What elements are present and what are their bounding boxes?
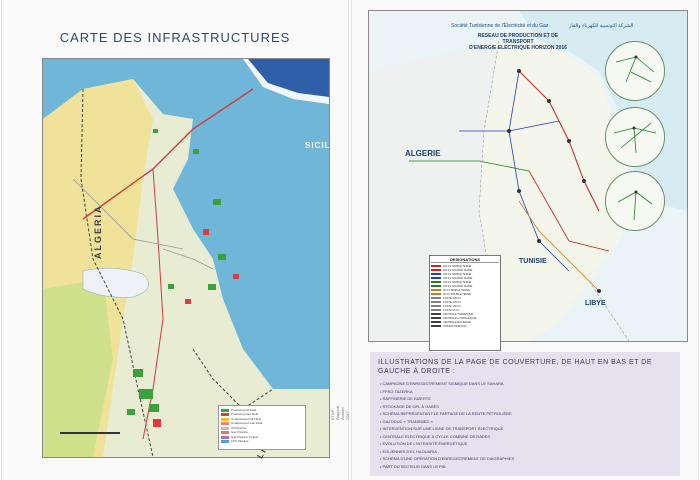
caption-list [380, 380, 676, 470]
designation-label: 225 KV SIMPLE TERNE [443, 272, 472, 276]
designation-label: 150 KV DOUBLE TERNE [443, 284, 473, 288]
inset-map-circle [605, 171, 665, 231]
legend-swatch [221, 409, 229, 412]
network-map-title [463, 33, 573, 51]
legend-swatch [221, 427, 229, 430]
designation-swatch [431, 321, 441, 323]
caption-item: • PART DU SECTEUR DANS LE PIB [380, 463, 676, 471]
sicily-label: SICILY [305, 141, 337, 150]
legend-swatch [221, 431, 229, 434]
designation-swatch [431, 289, 441, 291]
caption-item: • GAZODUC « TRANSMED » [380, 418, 676, 426]
legend-label: Undeveloped Gas Field [231, 421, 263, 426]
caption-item: • RAFFINERIE DE BIZERTE [380, 395, 676, 403]
legend-item [221, 440, 303, 445]
legend-label: Oil Pipeline [231, 426, 247, 430]
designation-swatch [431, 269, 441, 271]
designation-label: 90 KV DOUBLE TERNE [443, 292, 471, 296]
caption-item: • CENTRALE ÉLECTRIQUE À CYCLE COMBINÉ DE RADÈS [380, 433, 676, 441]
inset-map-circle [605, 41, 665, 101]
legend-swatch [221, 418, 229, 421]
scale-bar [60, 432, 120, 434]
company-name-text: Société Tunisienne de l'Electricité et du Gaz [451, 23, 549, 29]
designations-title: DESIGNATIONS [431, 257, 499, 263]
designation-swatch [431, 277, 441, 279]
designation-label: CENTRALE HYDRAULIQUE [443, 316, 477, 320]
map-legend [218, 405, 306, 450]
legend-swatch [221, 436, 229, 439]
designation-swatch [431, 317, 441, 319]
designation-swatch [431, 325, 441, 327]
caption-heading: ILLUSTRATIONS DE LA PAGE DE COUVERTURE, DE HAUT EN BAS ET DE GAUCHE À DROITE : [378, 359, 653, 375]
designation-label: 400 KV SIMPLE TERNE [443, 264, 472, 268]
tunisie-label: TUNISIE [519, 258, 547, 265]
caption-box [370, 352, 680, 476]
designation-label: 225 KV DOUBLE TERNE [443, 276, 473, 280]
legend-swatch [221, 440, 229, 443]
credit-text: ETAP Rapport Annuel 2017 [330, 405, 350, 420]
caption-item: • CAMPAGNE D'ENREGISTREMENT SISMIQUE DANS LE SAHARA [380, 380, 676, 388]
algeria-label: ALGERIA [93, 204, 103, 259]
network-map-title-line: D'ENERGIE ELECTRIQUE HORIZON 2016 [469, 45, 567, 51]
designations-list [431, 264, 499, 328]
designation-swatch [431, 285, 441, 287]
designation-swatch [431, 273, 441, 275]
legend-label: Gas Pipeline [231, 430, 249, 435]
inset-map-circle [605, 107, 665, 167]
right-page [352, 0, 698, 480]
designation-swatch [431, 293, 441, 295]
caption-item: • EVOLUTION DE L'INTENSITÉ ÉNERGÉTIQUE [380, 440, 676, 448]
designation-swatch [431, 305, 441, 307]
designation-swatch [431, 281, 441, 283]
legend-label: Undeveloped Oil Field [231, 417, 261, 421]
caption-item: • STOCKAGE DE GPL À GABÈS [380, 403, 676, 411]
designation-label: INTERCONNEXION [443, 324, 467, 328]
designation-item [431, 324, 499, 328]
designation-swatch [431, 265, 441, 267]
legend-label: Gas Pipeline Project [231, 435, 259, 439]
designation-label: 150 KV SIMPLE TERNE [443, 280, 472, 284]
legend-label: Producing Gas Field [231, 412, 259, 417]
designation-label: CENTRALE EOLIENNE [443, 320, 471, 324]
libye-label: LIBYE [585, 300, 606, 307]
legend-swatch [221, 413, 229, 416]
designation-label: POSTE 400 KV [443, 296, 462, 300]
page-title: CARTE DES INFRASTRUCTURES [59, 30, 291, 45]
designation-label: POSTE 225 KV [443, 300, 462, 304]
caption-item: • SCHÉMA REPRÉSENTANT LE PARTAGE DE LA RENTE PÉTROLIÈRE [380, 410, 676, 418]
designation-swatch [431, 301, 441, 303]
designation-label: 90 KV SIMPLE TERNE [443, 288, 470, 292]
caption-item: • SCHÉMA D'UNE OPÉRATION D'ENREGISTREMENT DE DIAGRAPHIES [380, 455, 676, 463]
designation-label: CENTRALE THERMIQUE [443, 312, 474, 316]
caption-item: • INTERVENTION SUR UNE LIGNE DE TRANSPORT ÉLECTRIQUE [380, 425, 676, 433]
company-name-arabic: الشركة التونسية للكهرباء والغاز [569, 23, 634, 29]
designation-label: POSTE 150 KV [443, 304, 462, 308]
infrastructure-map-graphic [43, 59, 329, 457]
electric-network-map [368, 10, 688, 342]
algerie-label: ALGERIE [405, 149, 441, 158]
designation-label: 400 KV DOUBLE TERNE [443, 268, 473, 272]
designations-legend [429, 255, 501, 351]
infrastructure-map [42, 58, 337, 458]
caption-item: • FPSO TAZERKA [380, 388, 676, 396]
designation-swatch [431, 313, 441, 315]
legend-label: Producing Oil Field [231, 408, 257, 412]
caption-item: • EOLIENNES D'EL HAOUARIA [380, 448, 676, 456]
designation-swatch [431, 309, 441, 311]
legend-swatch [221, 422, 229, 425]
designation-label: POSTE 90 KV [443, 308, 460, 312]
legend-label: LPG Pipeline [231, 439, 249, 444]
network-map-title-line: RESEAU DE PRODUCTION ET DE TRANSPORT [477, 33, 559, 45]
designation-swatch [431, 297, 441, 299]
left-page [2, 0, 348, 480]
